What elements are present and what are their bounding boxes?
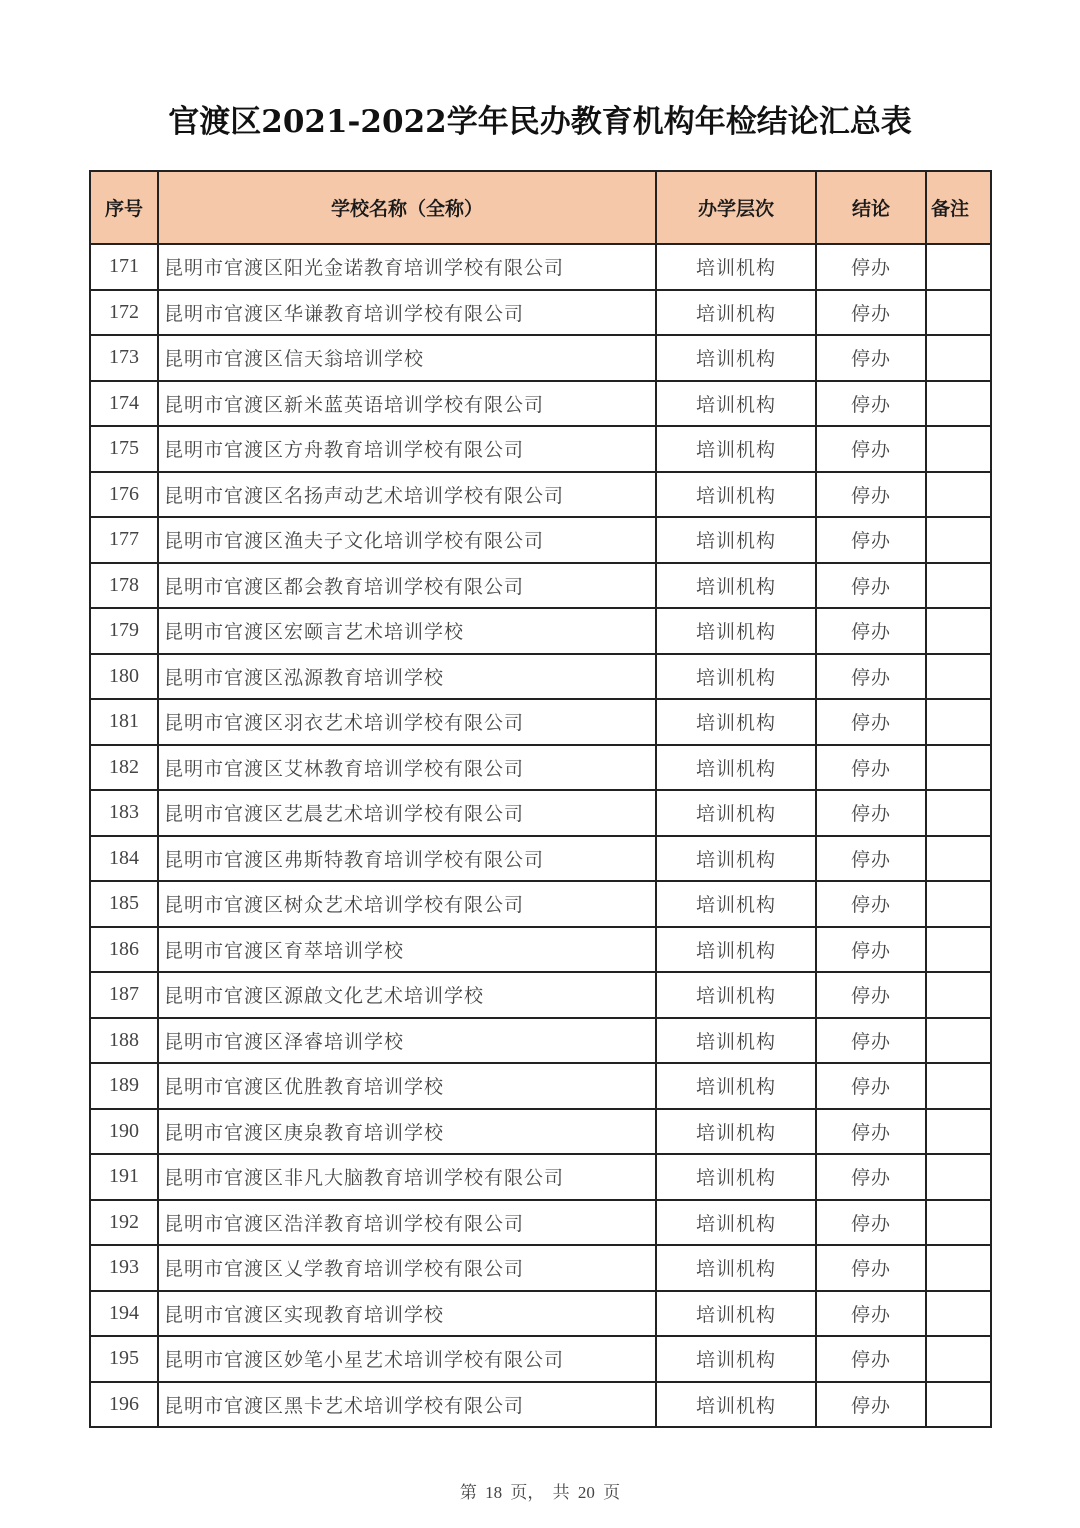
row-number-cell: 175	[90, 426, 158, 472]
row-number-cell: 183	[90, 790, 158, 836]
table-row	[90, 790, 991, 836]
school-level-cell: 培训机构	[656, 1154, 816, 1200]
table-row	[90, 335, 991, 381]
school-name-cell: 昆明市官渡区育萃培训学校	[158, 927, 656, 973]
school-name-cell: 昆明市官渡区黑卡艺术培训学校有限公司	[158, 1382, 656, 1428]
remarks-cell	[926, 790, 991, 836]
row-number-cell: 180	[90, 654, 158, 700]
row-number-cell: 191	[90, 1154, 158, 1200]
inspection-result-cell: 停办	[816, 1245, 926, 1291]
row-number-cell: 194	[90, 1291, 158, 1337]
table-row	[90, 1063, 991, 1109]
row-number-cell: 193	[90, 1245, 158, 1291]
table-body	[90, 244, 991, 1427]
row-number-cell: 189	[90, 1063, 158, 1109]
table-row	[90, 1200, 991, 1246]
remarks-cell	[926, 927, 991, 973]
table-header	[90, 171, 991, 244]
school-name-cell: 昆明市官渡区乂学教育培训学校有限公司	[158, 1245, 656, 1291]
page-number-footer: 第 18 页， 共 20 页	[459, 1483, 621, 1502]
table-row	[90, 881, 991, 927]
school-level-cell: 培训机构	[656, 563, 816, 609]
school-level-cell: 培训机构	[656, 1109, 816, 1155]
row-number-cell: 177	[90, 517, 158, 563]
table-row	[90, 608, 991, 654]
header-row	[90, 171, 991, 244]
row-number-cell: 187	[90, 972, 158, 1018]
remarks-cell	[926, 1154, 991, 1200]
remarks-cell	[926, 1018, 991, 1064]
row-number-cell: 188	[90, 1018, 158, 1064]
school-level-cell: 培训机构	[656, 1336, 816, 1382]
column-header-result: 结论	[816, 171, 926, 244]
school-name-cell: 昆明市官渡区弗斯特教育培训学校有限公司	[158, 836, 656, 882]
table-row	[90, 563, 991, 609]
inspection-result-cell: 停办	[816, 244, 926, 290]
remarks-cell	[926, 1200, 991, 1246]
table-row	[90, 472, 991, 518]
document-title: 官渡区2021-2022学年民办教育机构年检结论汇总表	[168, 104, 912, 140]
table-row	[90, 836, 991, 882]
school-name-cell: 昆明市官渡区方舟教育培训学校有限公司	[158, 426, 656, 472]
table-row	[90, 972, 991, 1018]
remarks-cell	[926, 426, 991, 472]
table-row	[90, 745, 991, 791]
table-row	[90, 290, 991, 336]
inspection-result-cell: 停办	[816, 881, 926, 927]
school-name-cell: 昆明市官渡区信天翁培训学校	[158, 335, 656, 381]
row-number-cell: 176	[90, 472, 158, 518]
inspection-result-cell: 停办	[816, 1154, 926, 1200]
school-level-cell: 培训机构	[656, 608, 816, 654]
table-row	[90, 1291, 991, 1337]
school-level-cell: 培训机构	[656, 836, 816, 882]
row-number-cell: 190	[90, 1109, 158, 1155]
school-name-cell: 昆明市官渡区浩洋教育培训学校有限公司	[158, 1200, 656, 1246]
school-level-cell: 培训机构	[656, 927, 816, 973]
school-name-cell: 昆明市官渡区庚泉教育培训学校	[158, 1109, 656, 1155]
table-row	[90, 1109, 991, 1155]
table-row	[90, 699, 991, 745]
row-number-cell: 178	[90, 563, 158, 609]
school-name-cell: 昆明市官渡区华谦教育培训学校有限公司	[158, 290, 656, 336]
remarks-cell	[926, 472, 991, 518]
remarks-cell	[926, 654, 991, 700]
school-name-cell: 昆明市官渡区源啟文化艺术培训学校	[158, 972, 656, 1018]
inspection-result-cell: 停办	[816, 699, 926, 745]
school-name-cell: 昆明市官渡区艾林教育培训学校有限公司	[158, 745, 656, 791]
school-level-cell: 培训机构	[656, 1245, 816, 1291]
remarks-cell	[926, 244, 991, 290]
table-row	[90, 927, 991, 973]
inspection-result-cell: 停办	[816, 381, 926, 427]
school-level-cell: 培训机构	[656, 654, 816, 700]
row-number-cell: 192	[90, 1200, 158, 1246]
row-number-cell: 182	[90, 745, 158, 791]
row-number-cell: 181	[90, 699, 158, 745]
school-level-cell: 培训机构	[656, 1018, 816, 1064]
remarks-cell	[926, 836, 991, 882]
school-name-cell: 昆明市官渡区树众艺术培训学校有限公司	[158, 881, 656, 927]
table-row	[90, 1154, 991, 1200]
inspection-result-cell: 停办	[816, 1018, 926, 1064]
table-row	[90, 517, 991, 563]
remarks-cell	[926, 881, 991, 927]
school-level-cell: 培训机构	[656, 1200, 816, 1246]
school-name-cell: 昆明市官渡区羽衣艺术培训学校有限公司	[158, 699, 656, 745]
school-level-cell: 培训机构	[656, 1382, 816, 1428]
table-row	[90, 244, 991, 290]
remarks-cell	[926, 1382, 991, 1428]
school-name-cell: 昆明市官渡区渔夫子文化培训学校有限公司	[158, 517, 656, 563]
school-name-cell: 昆明市官渡区宏颐言艺术培训学校	[158, 608, 656, 654]
school-name-cell: 昆明市官渡区实现教育培训学校	[158, 1291, 656, 1337]
remarks-cell	[926, 745, 991, 791]
row-number-cell: 172	[90, 290, 158, 336]
school-level-cell: 培训机构	[656, 517, 816, 563]
inspection-result-cell: 停办	[816, 654, 926, 700]
inspection-result-cell: 停办	[816, 563, 926, 609]
inspection-result-cell: 停办	[816, 1200, 926, 1246]
row-number-cell: 179	[90, 608, 158, 654]
inspection-result-cell: 停办	[816, 608, 926, 654]
table-row	[90, 654, 991, 700]
school-level-cell: 培训机构	[656, 972, 816, 1018]
school-level-cell: 培训机构	[656, 699, 816, 745]
school-level-cell: 培训机构	[656, 381, 816, 427]
school-name-cell: 昆明市官渡区艺晨艺术培训学校有限公司	[158, 790, 656, 836]
row-number-cell: 171	[90, 244, 158, 290]
inspection-result-cell: 停办	[816, 1109, 926, 1155]
inspection-result-cell: 停办	[816, 1336, 926, 1382]
remarks-cell	[926, 1291, 991, 1337]
school-name-cell: 昆明市官渡区妙笔小星艺术培训学校有限公司	[158, 1336, 656, 1382]
inspection-result-cell: 停办	[816, 335, 926, 381]
school-name-cell: 昆明市官渡区优胜教育培训学校	[158, 1063, 656, 1109]
remarks-cell	[926, 1109, 991, 1155]
column-header-remarks: 备注	[926, 171, 991, 244]
row-number-cell: 185	[90, 881, 158, 927]
inspection-result-cell: 停办	[816, 517, 926, 563]
table-row	[90, 1245, 991, 1291]
row-number-cell: 184	[90, 836, 158, 882]
school-name-cell: 昆明市官渡区非凡大脑教育培训学校有限公司	[158, 1154, 656, 1200]
remarks-cell	[926, 608, 991, 654]
school-level-cell: 培训机构	[656, 881, 816, 927]
school-name-cell: 昆明市官渡区都会教育培训学校有限公司	[158, 563, 656, 609]
school-name-cell: 昆明市官渡区阳光金诺教育培训学校有限公司	[158, 244, 656, 290]
remarks-cell	[926, 290, 991, 336]
inspection-result-cell: 停办	[816, 790, 926, 836]
table-row	[90, 426, 991, 472]
remarks-cell	[926, 972, 991, 1018]
school-level-cell: 培训机构	[656, 745, 816, 791]
school-name-cell: 昆明市官渡区泽睿培训学校	[158, 1018, 656, 1064]
remarks-cell	[926, 1336, 991, 1382]
row-number-cell: 186	[90, 927, 158, 973]
school-name-cell: 昆明市官渡区泓源教育培训学校	[158, 654, 656, 700]
column-header-number: 序号	[90, 171, 158, 244]
inspection-result-cell: 停办	[816, 426, 926, 472]
school-level-cell: 培训机构	[656, 1063, 816, 1109]
column-header-level: 办学层次	[656, 171, 816, 244]
row-number-cell: 173	[90, 335, 158, 381]
inspection-result-cell: 停办	[816, 1291, 926, 1337]
remarks-cell	[926, 335, 991, 381]
remarks-cell	[926, 563, 991, 609]
column-header-school-name: 学校名称（全称）	[158, 171, 656, 244]
school-name-cell: 昆明市官渡区新米蓝英语培训学校有限公司	[158, 381, 656, 427]
table-row	[90, 1336, 991, 1382]
school-level-cell: 培训机构	[656, 290, 816, 336]
inspection-result-cell: 停办	[816, 290, 926, 336]
school-level-cell: 培训机构	[656, 426, 816, 472]
school-level-cell: 培训机构	[656, 790, 816, 836]
school-level-cell: 培训机构	[656, 335, 816, 381]
remarks-cell	[926, 1063, 991, 1109]
table-row	[90, 1018, 991, 1064]
school-level-cell: 培训机构	[656, 1291, 816, 1337]
table-row	[90, 381, 991, 427]
inspection-result-cell: 停办	[816, 1382, 926, 1428]
inspection-result-cell: 停办	[816, 472, 926, 518]
inspection-result-cell: 停办	[816, 836, 926, 882]
remarks-cell	[926, 1245, 991, 1291]
row-number-cell: 174	[90, 381, 158, 427]
school-level-cell: 培训机构	[656, 472, 816, 518]
inspection-result-cell: 停办	[816, 927, 926, 973]
table-row	[90, 1382, 991, 1428]
remarks-cell	[926, 517, 991, 563]
school-level-cell: 培训机构	[656, 244, 816, 290]
row-number-cell: 196	[90, 1382, 158, 1428]
inspection-result-cell: 停办	[816, 1063, 926, 1109]
inspection-summary-table	[89, 170, 992, 1428]
school-name-cell: 昆明市官渡区名扬声动艺术培训学校有限公司	[158, 472, 656, 518]
remarks-cell	[926, 699, 991, 745]
row-number-cell: 195	[90, 1336, 158, 1382]
inspection-result-cell: 停办	[816, 745, 926, 791]
inspection-result-cell: 停办	[816, 972, 926, 1018]
remarks-cell	[926, 381, 991, 427]
